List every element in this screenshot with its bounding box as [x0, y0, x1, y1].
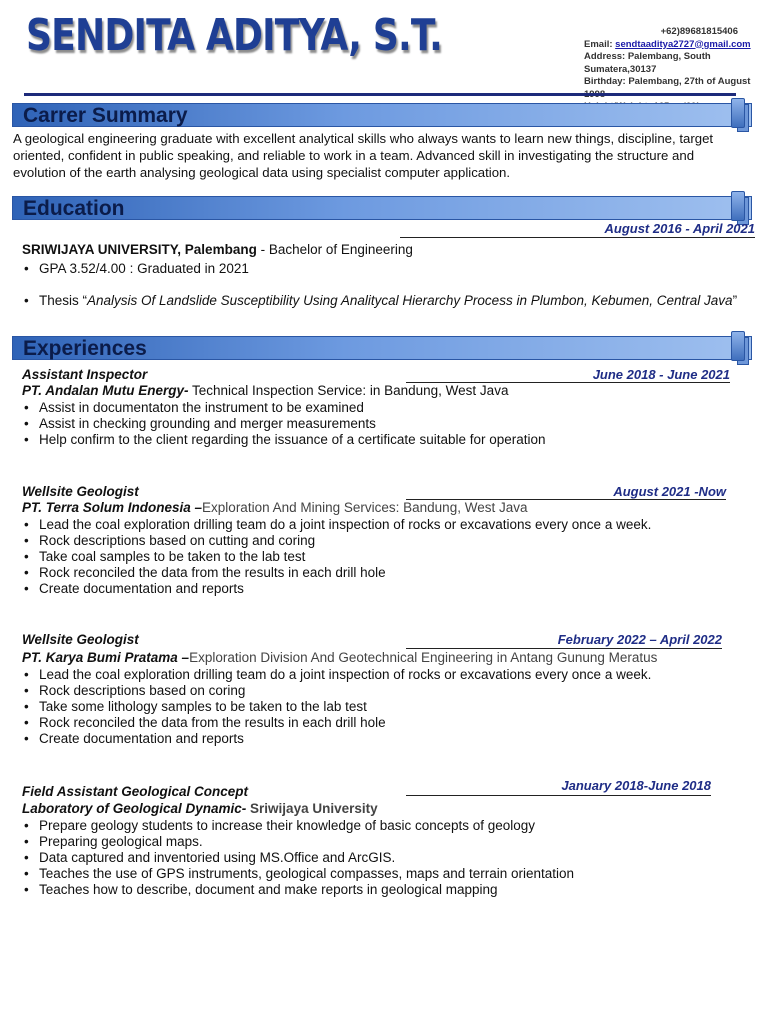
- section-bar-education: [12, 196, 752, 220]
- company-name: PT. Karya Bumi Pratama –: [22, 650, 190, 665]
- list-item: • Rock descriptions based on cutting and coring: [22, 533, 651, 549]
- section-title-experiences: Experiences: [23, 337, 147, 360]
- section-title-summary: Carrer Summary: [23, 104, 188, 127]
- list-item: • Preparing geological maps.: [22, 834, 574, 850]
- company-desc: Exploration Division And Geotechnical Engineering in Antang Gunung Meratus: [189, 650, 658, 665]
- resume-name: SENDITA ADITYA, S.T.: [26, 10, 443, 61]
- address: Address: Palembang, South Sumatera,30137: [584, 51, 711, 75]
- email-label: Email:: [584, 38, 613, 50]
- experience-role: Field Assistant Geological Concept: [22, 784, 249, 799]
- company-name: Laboratory of Geological Dynamic-: [22, 801, 247, 816]
- experience-role: Assistant Inspector: [22, 367, 148, 382]
- degree: - Bachelor of Engineering: [256, 242, 413, 257]
- email-link[interactable]: sendtaaditya2727@gmail.com: [615, 38, 751, 50]
- section-bar-experiences: [12, 336, 752, 360]
- list-item: • GPA 3.52/4.00 : Graduated in 2021: [22, 261, 249, 277]
- list-item: • Rock descriptions based on coring: [22, 683, 651, 699]
- thesis-suffix: ”: [732, 293, 738, 308]
- list-item: • Teaches the use of GPS instruments, geological compasses, maps and terrain orientation: [22, 866, 574, 882]
- list-item: • Assist in documentaton the instrument to be examined: [22, 400, 546, 416]
- education-school-line: [22, 242, 413, 257]
- list-item: • Create documentation and reports: [22, 731, 651, 747]
- experience-date: June 2018 - June 2021: [592, 367, 730, 382]
- list-item: • Lead the coal exploration drilling team do a joint inspection of rocks or excavations every once a week.: [22, 517, 651, 533]
- experience-role: Wellsite Geologist: [22, 484, 139, 499]
- company-name: PT. Andalan Mutu Energy-: [22, 383, 189, 398]
- summary-paragraph: A geological engineering graduate with excellent analytical skills who always wants to learn new things, discipline, target oriented, confident in public speaking, and reliable to work in a team. Advanced skill in investigating the structure and evolution of the earth analysing geological data using specialist computer application.: [13, 131, 714, 180]
- experience-company-line: [22, 650, 657, 665]
- section-title-education: Education: [23, 197, 125, 220]
- list-item: • Lead the coal exploration drilling team do a joint inspection of rocks or excavations every once a week.: [22, 667, 651, 683]
- list-item: • Help confirm to the client regarding the issuance of a certificate suitable for operation: [22, 432, 546, 448]
- section-bar-summary: [12, 103, 752, 127]
- tab-decoration: [731, 98, 745, 128]
- experience-date: January 2018-June 2018: [561, 778, 711, 793]
- tab-decoration: [731, 331, 745, 361]
- header-divider: [24, 93, 736, 96]
- list-item: • Teaches how to describe, document and make reports in geological mapping: [22, 882, 574, 898]
- company-desc: Sriwijaya University: [246, 801, 378, 816]
- experience-company-line: [22, 500, 527, 515]
- list-item: • Rock reconciled the data from the results in each drill hole: [22, 565, 651, 581]
- tab-decoration: [731, 191, 745, 221]
- company-desc: Technical Inspection Service: in Bandung, West Java: [188, 383, 509, 398]
- experience-company-line: [22, 801, 378, 816]
- experience-company-line: [22, 383, 508, 398]
- thesis-prefix: Thesis “: [39, 293, 88, 308]
- list-item: • Rock reconciled the data from the results in each drill hole: [22, 715, 651, 731]
- experience-date: February 2022 – April 2022: [557, 632, 722, 647]
- list-item: • Assist in checking grounding and merger measurements: [22, 416, 546, 432]
- email-line: [584, 39, 768, 52]
- experience-bullets: [22, 818, 574, 898]
- experience-role: Wellsite Geologist: [22, 632, 139, 647]
- phone-number: +62)89681815406: [660, 26, 738, 37]
- thesis-title: Analysis Of Landslide Susceptibility Using Analitycal Hierarchy Process in Plumbon, Kebumen, Central Java: [87, 293, 733, 308]
- experience-bullets: [22, 517, 651, 597]
- experience-bullets: [22, 667, 651, 747]
- list-item: • Take coal samples to be taken to the lab test: [22, 549, 651, 565]
- education-list: [22, 261, 249, 277]
- list-item: • Prepare geology students to increase their knowledge of basic concepts of geology: [22, 818, 574, 834]
- education-date: August 2016 - April 2021: [604, 221, 755, 236]
- list-item: • Create documentation and reports: [22, 581, 651, 597]
- experience-date: August 2021 -Now: [613, 484, 726, 499]
- company-desc: Exploration And Mining Services: Bandung, West Java: [202, 500, 528, 515]
- school-name: SRIWIJAYA UNIVERSITY, Palembang: [22, 242, 257, 257]
- birthday: Birthday: Palembang, 27th of August: [584, 76, 751, 87]
- thesis-item: [22, 293, 759, 309]
- list-item: • Take some lithology samples to be taken to the lab test: [22, 699, 651, 715]
- experience-bullets: [22, 400, 546, 448]
- list-item: • Data captured and inventoried using MS.Office and ArcGIS.: [22, 850, 574, 866]
- company-name: PT. Terra Solum Indonesia –: [22, 500, 203, 515]
